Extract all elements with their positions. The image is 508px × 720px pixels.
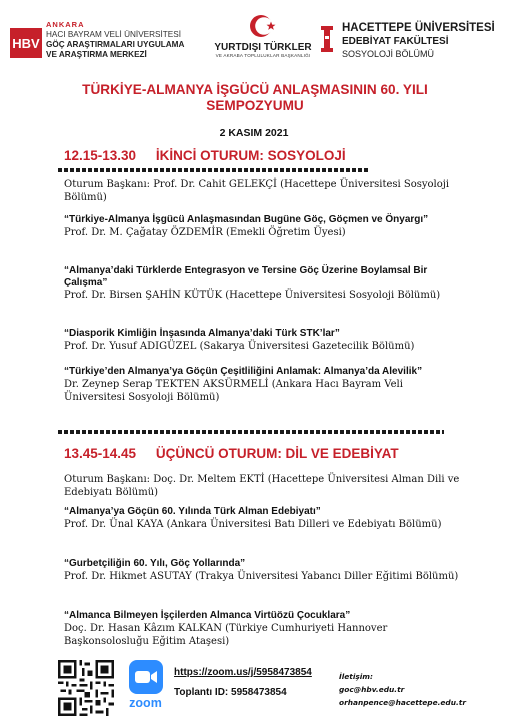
hacettepe-university: HACETTEPE ÜNİVERSİTESİ	[342, 22, 495, 34]
ytb-subtitle: VE AKRABA TOPLULUKLAR BAŞKANLIĞI	[215, 53, 311, 58]
session-chair: Oturum Başkanı: Doç. Dr. Meltem EKTİ (Hacettepe Üniversitesi Alman Dili ve Edebiyatı Bölümü)	[64, 474, 460, 498]
zoom-logo[interactable]	[123, 660, 168, 716]
talk-item	[64, 506, 464, 531]
zoom-meeting-link[interactable]: https://zoom.us/j/5958473854	[174, 667, 312, 678]
hacettepe-department: SOSYOLOJİ BÖLÜMÜ	[342, 49, 435, 59]
contact-label: İletişim:	[339, 672, 373, 681]
symposium-date: 2 KASIM 2021	[219, 127, 289, 139]
crescent-star-icon	[248, 12, 278, 40]
talk-item	[64, 328, 464, 353]
contact-email[interactable]: goc@hbv.edu.tr	[339, 685, 405, 694]
talk-title: “Türkiye-Almanya İşgücü Anlaşmasından Bugüne Göç, Göçmen ve Önyargı”	[64, 214, 429, 225]
session-time: 12.15-13.30	[64, 148, 137, 163]
session-divider	[58, 168, 368, 172]
talk-title: “Diasporik Kimliğin İnşasında Almanya’daki Türk STK’lar”	[64, 328, 340, 339]
talk-title: “Almanya’daki Türklerde Entegrasyon ve Tersine Göç Üzerine Boylamsal Bir Çalışma”	[64, 265, 428, 288]
talk-speaker: Prof. Dr. Yusuf ADIGÜZEL (Sakarya Üniversitesi Gazetecilik Bölümü)	[64, 341, 415, 352]
zoom-label: zoom	[129, 696, 162, 710]
talk-item	[64, 265, 464, 302]
section-divider	[58, 430, 444, 434]
talk-speaker: Prof. Dr. Ünal KAYA (Ankara Üniversitesi Batı Dilleri ve Edebiyatı Bölümü)	[64, 519, 442, 530]
symposium-title: TÜRKİYE-ALMANYA İŞGÜCÜ ANLAŞMASININ 60. YILI SEMPOZYUMU	[82, 82, 428, 113]
talk-title: “Almanya’ya Göçün 60. Yılında Türk Alman Edebiyatı”	[64, 506, 321, 517]
talk-speaker: Prof. Dr. Hikmet ASUTAY (Trakya Üniversitesi Yabancı Diller Eğitimi Bölümü)	[64, 571, 459, 582]
meeting-id: Toplantı ID: 5958473854	[174, 687, 287, 698]
hacettepe-faculty: EDEBİYAT FAKÜLTESİ	[342, 36, 449, 47]
session-heading	[64, 446, 399, 461]
hbv-center-line1: GÖÇ ARAŞTIRMALARI UYGULAMA	[46, 40, 185, 49]
hbv-university: HACI BAYRAM VELİ ÜNİVERSİTESİ	[46, 30, 181, 39]
session-title: ÜÇÜNCÜ OTURUM: DİL VE EDEBİYAT	[155, 446, 399, 461]
contact-email[interactable]: orhanpence@hacettepe.edu.tr	[339, 698, 466, 707]
ytb-logo	[208, 12, 318, 72]
talk-speaker: Dr. Zeynep Serap TEKTEN AKSÜRMELİ (Ankara Hacı Bayram Veli Üniversitesi Sosyoloji Bölümü)	[64, 379, 403, 403]
ytb-name: YURTDIŞI TÜRKLER	[214, 42, 312, 53]
talk-item	[64, 214, 464, 239]
talk-title: “Almanca Bilmeyen İşçilerden Almanca Virtüözü Çocuklara”	[64, 610, 351, 621]
contact-info	[339, 670, 505, 709]
hbv-center-line2: VE ARAŞTIRMA MERKEZİ	[46, 50, 147, 59]
talk-speaker: Prof. Dr. M. Çağatay ÖZDEMİR (Emekli Öğretim Üyesi)	[64, 227, 346, 238]
talk-speaker: Doç. Dr. Hasan Kâzım KALKAN (Türkiye Cumhuriyeti Hannover Başkonsolosluğu Eğitim Ataşesi)	[64, 623, 388, 647]
session-title: İKİNCİ OTURUM: SOSYOLOJİ	[155, 148, 346, 163]
session-chair: Oturum Başkanı: Prof. Dr. Cahit GELEKÇİ (Hacettepe Üniversitesi Sosyoloji Bölümü)	[64, 179, 450, 203]
talk-item	[64, 366, 464, 404]
talk-item	[64, 558, 464, 583]
session-time: 13.45-14.45	[64, 446, 137, 461]
hbv-city: ANKARA	[46, 20, 85, 29]
talk-title: “Gurbetçiliğin 60. Yılı, Göç Yollarında”	[64, 558, 246, 569]
talk-speaker: Prof. Dr. Birsen ŞAHİN KÜTÜK (Hacettepe Üniversitesi Sosyoloji Bölümü)	[64, 290, 441, 301]
talk-title: “Türkiye’den Almanya’ya Göçün Çeşitliliğini Anlamak: Almanya’da Alevilik”	[64, 366, 423, 377]
hacettepe-logo-icon	[318, 24, 336, 54]
hbv-logo-icon	[10, 28, 42, 58]
talk-item	[64, 610, 464, 648]
zoom-camera-icon	[129, 660, 163, 694]
session-heading	[64, 148, 346, 163]
svg-text:HBV: HBV	[12, 36, 40, 51]
hacettepe-logo	[318, 22, 506, 68]
qr-code-icon[interactable]	[58, 660, 114, 716]
